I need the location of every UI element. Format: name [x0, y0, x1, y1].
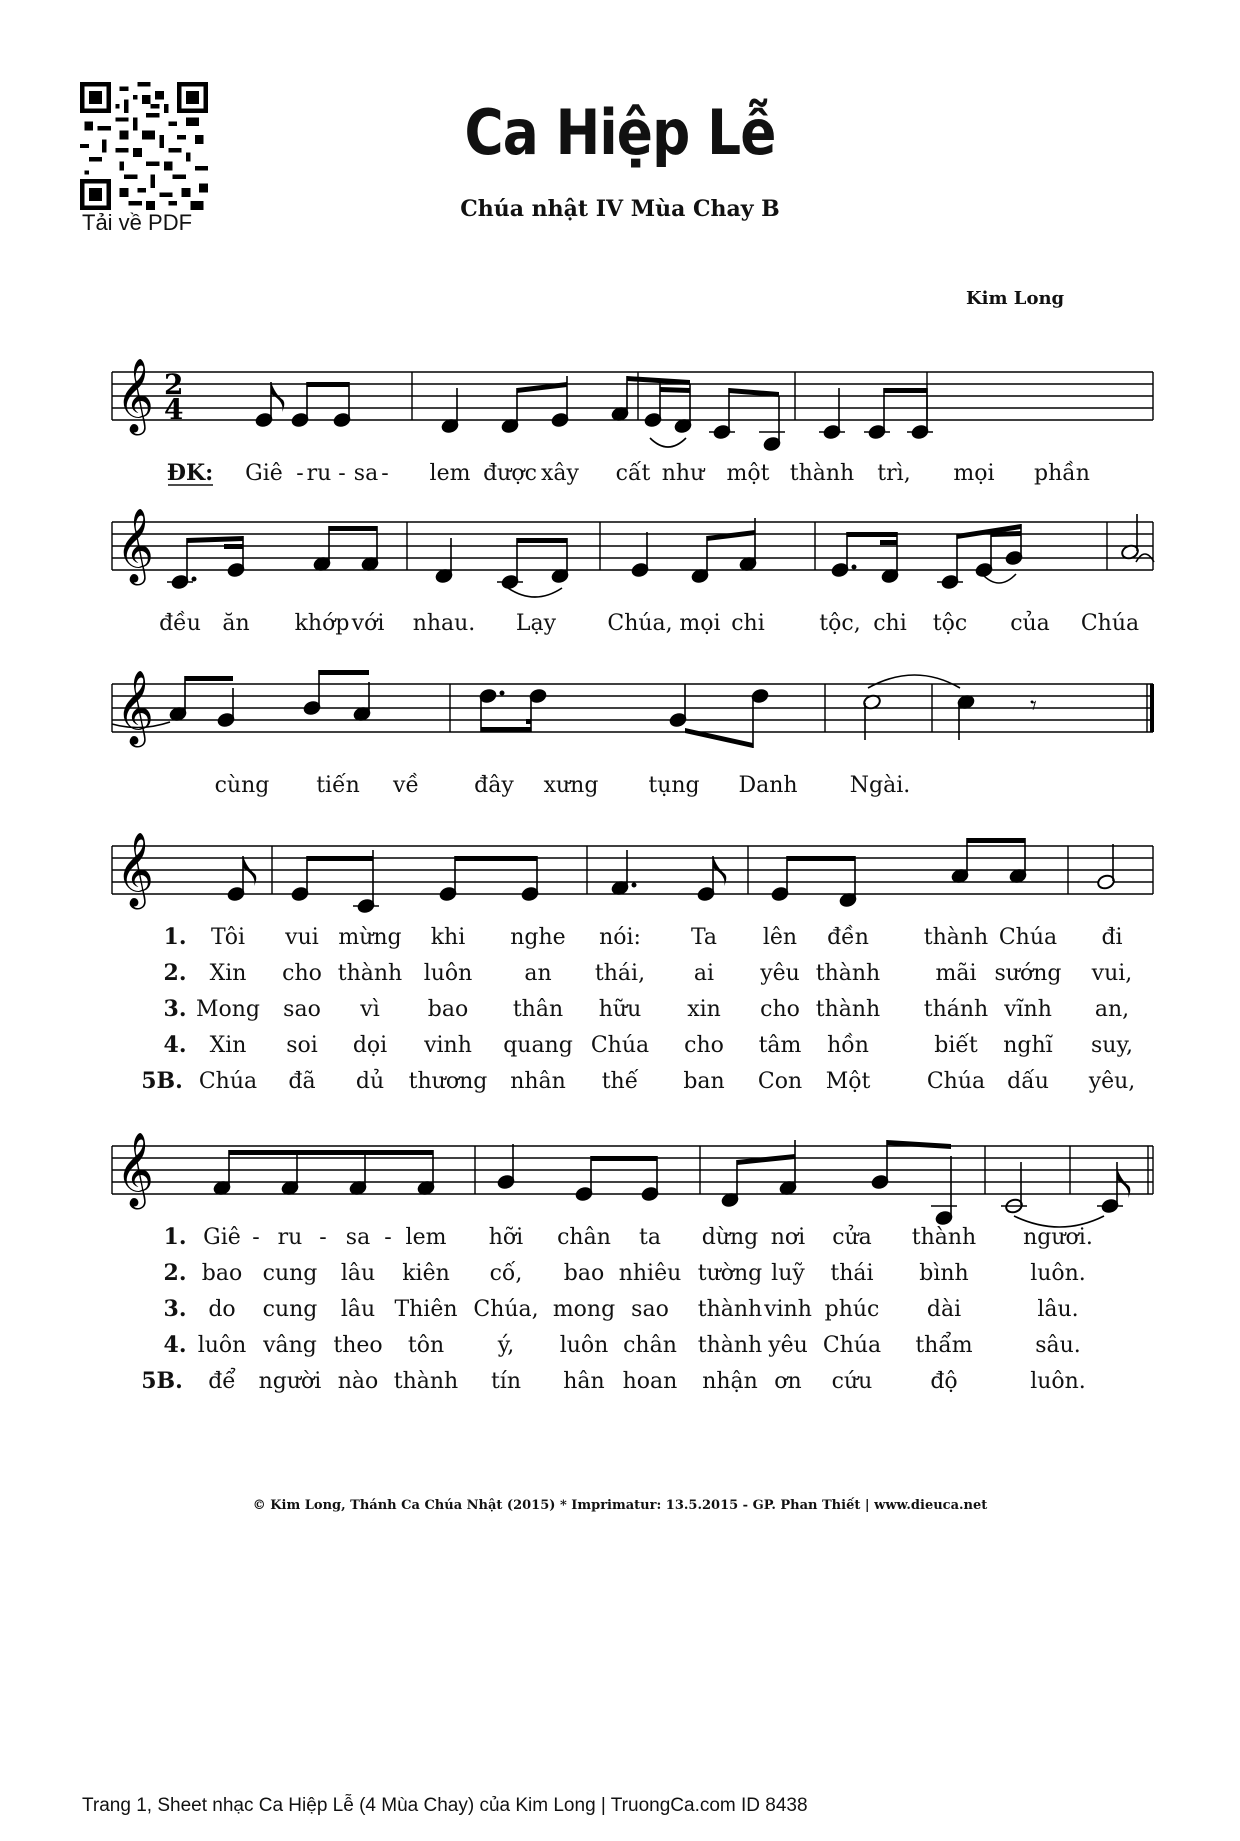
lyric-word: thân — [512, 997, 564, 1022]
lyric-word: mọi — [679, 611, 721, 636]
lyric-word: bao — [563, 1261, 605, 1286]
lyric-word: về — [393, 773, 419, 798]
beam — [707, 530, 755, 541]
lyric-word: Chúa — [822, 1333, 882, 1358]
lyric-word: Xin — [209, 1033, 247, 1058]
lyric-word: đã — [288, 1069, 316, 1094]
beam — [185, 676, 233, 681]
lyric-word: được — [483, 461, 537, 486]
song-title: Ca Hiệp Lễ — [464, 96, 776, 169]
lyric-word: vinh — [424, 1033, 472, 1058]
lyric-word: dủ — [355, 1069, 385, 1094]
lyric-word: nghĩ — [1003, 1033, 1053, 1058]
lyric-word: nhân — [510, 1069, 566, 1094]
beam — [991, 531, 1021, 537]
lyrics — [141, 460, 1139, 1394]
beam — [887, 1140, 951, 1149]
hyphen: - — [319, 1225, 327, 1250]
lyric-word: ai — [693, 961, 715, 986]
treble-clef-icon: 𝄞 — [116, 833, 154, 907]
lyric-word: người — [258, 1369, 322, 1394]
lyric-word: đền — [827, 925, 869, 950]
beam — [737, 1154, 795, 1165]
lyric-word: thành — [923, 925, 989, 950]
beam — [307, 382, 349, 387]
lyric-word: ngươi. — [1023, 1225, 1093, 1250]
lyric-word: hữu — [598, 997, 642, 1022]
lyric-word: lâu — [340, 1297, 376, 1322]
slur — [650, 438, 686, 447]
lyric-word: hồn — [827, 1033, 869, 1058]
lyric-word: nói: — [599, 925, 641, 950]
lyric-word: thành — [815, 997, 881, 1022]
lyric-word: nhận — [702, 1369, 758, 1394]
page-footer: Trang 1, Sheet nhạc Ca Hiệp Lễ (4 Mùa Chay) của Kim Long | TruongCa.com ID 8438 — [82, 1795, 808, 1816]
lyric-word: cung — [262, 1261, 318, 1286]
beam — [660, 387, 690, 393]
verse-number: 2. — [163, 960, 187, 986]
beam — [884, 388, 927, 393]
lyric-word: tộc — [932, 611, 968, 636]
lyric-word: trì, — [877, 461, 911, 486]
verse-number: 3. — [163, 1296, 187, 1322]
final-barline — [1150, 684, 1154, 732]
lyric-word: xin — [687, 997, 721, 1022]
lyric-word: luôn. — [1030, 1369, 1086, 1394]
hyphen: - — [381, 461, 389, 486]
lyric-word: quang — [503, 1033, 573, 1058]
verse-number: 4. — [163, 1332, 187, 1358]
lyric-word: Chúa — [1080, 611, 1140, 636]
copyright-notice: © Kim Long, Thánh Ca Chúa Nhật (2015) * Imprimatur: 13.5.2015 - GP. Phan Thiết | www.dieuca.net — [252, 1498, 988, 1513]
lyric-word: do — [208, 1297, 236, 1322]
lyric-word: lem — [405, 1225, 447, 1250]
lyric-word: an, — [1094, 997, 1130, 1022]
lyric-word: nghe — [510, 925, 566, 950]
lyric-word: mong — [552, 1297, 616, 1322]
lyric-word: yêu, — [1088, 1069, 1136, 1094]
lyric-word: yêu — [760, 961, 800, 986]
lyric-word: Thiên — [394, 1297, 458, 1322]
lyric-word: dọi — [352, 1033, 388, 1058]
lyric-word: vinh — [764, 1297, 812, 1322]
lyric-word: bao — [427, 997, 469, 1022]
lyric-word: Giê — [245, 461, 283, 486]
lyric-word: chi — [873, 611, 907, 636]
lyric-word: để — [208, 1369, 236, 1394]
note-dot — [500, 691, 505, 696]
lyric-word: ơn — [774, 1369, 802, 1394]
lyric-word: xưng — [543, 773, 599, 798]
lyric-word: suy, — [1091, 1033, 1133, 1058]
lyric-word: ru — [277, 1225, 303, 1250]
lyric-word: bao — [201, 1261, 243, 1286]
beam — [967, 838, 1025, 843]
lyric-word: hoan — [622, 1369, 678, 1394]
verse-number: 4. — [163, 1032, 187, 1058]
beam — [517, 538, 567, 543]
lyric-word: bình — [919, 1261, 969, 1286]
lyric-word: dừng — [701, 1225, 759, 1250]
lyric-word: Chúa, — [607, 611, 673, 636]
eighth-rest-icon: 𝄾 — [1030, 691, 1037, 721]
lyric-word: tôn — [407, 1333, 445, 1358]
lyric-word: thành — [815, 961, 881, 986]
lyric-word: Một — [825, 1069, 871, 1094]
hyphen: - — [384, 1225, 392, 1250]
lyric-word: hân — [563, 1369, 605, 1394]
lyric-word: khớp — [294, 611, 350, 636]
lyric-word: sa — [353, 461, 379, 486]
lyric-word: tộc, — [819, 611, 861, 636]
lyric-word: chân — [557, 1225, 611, 1250]
lyric-word: lem — [429, 461, 471, 486]
verse-number: 1. — [163, 924, 187, 950]
lyric-word: chân — [623, 1333, 677, 1358]
lyric-word: vâng — [263, 1333, 317, 1358]
time-signature-top: 2 — [164, 368, 184, 401]
lyric-word: Xin — [209, 961, 247, 986]
lyric-word: nào — [337, 1369, 379, 1394]
lyric-word: Chúa — [998, 925, 1058, 950]
lyric-word: vì — [360, 997, 380, 1022]
lyric-word: đều — [159, 611, 201, 636]
beam — [229, 1150, 433, 1155]
lyric-word: với — [351, 611, 385, 636]
lyric-word: Tôi — [210, 925, 246, 950]
beam — [319, 670, 369, 675]
lyric-word: vui — [285, 925, 319, 950]
lyric-word: theo — [333, 1333, 383, 1358]
lyric-word: chi — [731, 611, 765, 636]
lyric-word: thái, — [594, 961, 646, 986]
beam — [455, 856, 537, 861]
verse-number: 3. — [163, 996, 187, 1022]
lyric-word: nhau. — [412, 611, 476, 636]
beam — [307, 856, 373, 861]
lyric-word: như — [661, 461, 705, 486]
tie — [868, 675, 960, 688]
treble-clef-icon: 𝄞 — [116, 359, 154, 433]
lyric-word: cứu — [831, 1369, 873, 1394]
lyric-word: sa — [345, 1225, 371, 1250]
lyric-word: lâu — [340, 1261, 376, 1286]
lyric-word: mãi — [935, 961, 977, 986]
beam — [526, 719, 531, 724]
verse-number: 5B. — [141, 1368, 183, 1394]
hyphen: - — [338, 461, 346, 486]
refrain-label: ĐK: — [166, 460, 214, 486]
lyric-word: sao — [283, 997, 321, 1022]
beam — [591, 1156, 657, 1161]
lyric-word: Mong — [195, 997, 261, 1022]
beam — [329, 526, 377, 531]
lyric-word: thành — [697, 1297, 763, 1322]
beam — [224, 544, 243, 549]
lyric-word: cố, — [489, 1261, 523, 1286]
lyric-word: lâu. — [1037, 1297, 1079, 1322]
lyric-word: Con — [757, 1069, 803, 1094]
lyric-word: thành — [697, 1333, 763, 1358]
beam — [847, 532, 897, 537]
treble-clef-icon: 𝄞 — [116, 671, 154, 745]
lyric-word: an — [524, 961, 552, 986]
lyric-word: mừng — [338, 925, 402, 950]
lyric-word: phần — [1034, 461, 1090, 486]
composer-name: Kim Long — [966, 288, 1065, 309]
lyric-word: ta — [639, 1225, 661, 1250]
lyric-word: tường — [697, 1261, 763, 1286]
lyric-word: tiến — [316, 773, 360, 798]
hyphen: - — [296, 461, 304, 486]
note-dot — [632, 883, 637, 888]
slur — [508, 588, 562, 597]
beam — [787, 856, 855, 861]
lyric-word: luôn. — [1030, 1261, 1086, 1286]
lyric-word: Chúa — [926, 1069, 986, 1094]
beam — [481, 727, 531, 732]
lyric-word: cho — [282, 961, 322, 986]
lyric-word: luỹ — [771, 1261, 805, 1286]
lyric-word: ý, — [497, 1333, 515, 1358]
song-subtitle: Chúa nhật IV Mùa Chay B — [460, 196, 780, 222]
lyric-word: Ta — [690, 925, 718, 950]
lyric-word: ru — [306, 461, 332, 486]
lyric-word: cất — [615, 461, 651, 486]
verse-number: 5B. — [141, 1068, 183, 1094]
time-signature-bottom: 4 — [164, 393, 184, 426]
lyric-word: vĩnh — [1004, 997, 1052, 1022]
lyric-word: dấu — [1007, 1069, 1049, 1094]
beam — [880, 540, 897, 545]
lyric-word: nơi — [770, 1225, 806, 1250]
lyric-word: thành — [789, 461, 855, 486]
lyric-word: Giê — [203, 1225, 241, 1250]
lyric-word: ăn — [222, 611, 250, 636]
lyric-word: đây — [474, 773, 514, 798]
lyric-word: Chúa — [198, 1069, 258, 1094]
lyric-word: luôn — [559, 1333, 609, 1358]
lyric-word: Ngài. — [849, 773, 911, 798]
lyric-word: phúc — [824, 1297, 880, 1322]
lyric-word: cửa — [832, 1225, 872, 1250]
lyric-word: luôn — [423, 961, 473, 986]
lyric-word: Chúa — [590, 1033, 650, 1058]
lyric-word: xây — [541, 461, 579, 486]
lyric-word: Lạy — [515, 611, 557, 636]
lyric-word: luôn — [197, 1333, 247, 1358]
lyric-word: kiên — [402, 1261, 450, 1286]
lyric-word: sao — [631, 1297, 669, 1322]
lyric-word: nhiêu — [618, 1261, 682, 1286]
lyric-word: sướng — [994, 961, 1062, 986]
lyric-word: cho — [684, 1033, 724, 1058]
lyric-word: dài — [926, 1297, 962, 1322]
lyric-word: khi — [430, 925, 466, 950]
lyric-word: thánh — [923, 997, 989, 1022]
note-dot — [192, 577, 197, 582]
hyphen: - — [252, 1225, 260, 1250]
lyric-word: mọi — [953, 461, 995, 486]
lyric-word: cùng — [214, 773, 270, 798]
lyric-word: thái — [830, 1261, 874, 1286]
lyric-word: cung — [262, 1297, 318, 1322]
beam — [685, 728, 753, 748]
lyric-word: thành — [393, 1369, 459, 1394]
lyric-word: của — [1010, 611, 1050, 636]
lyric-word: biết — [934, 1033, 978, 1058]
download-pdf-link[interactable]: Tải về PDF — [82, 210, 193, 235]
lyric-word: soi — [286, 1033, 318, 1058]
note-dot — [852, 565, 857, 570]
lyric-word: thẩm — [915, 1333, 973, 1358]
beam — [187, 536, 243, 543]
lyric-word: yêu — [768, 1333, 808, 1358]
lyric-word: ban — [683, 1069, 725, 1094]
lyric-word: đi — [1101, 925, 1123, 950]
lyric-word: một — [726, 461, 770, 486]
lyric-word: độ — [930, 1369, 958, 1394]
lyric-word: Chúa, — [473, 1297, 539, 1322]
lyric-word: hỡi — [488, 1225, 524, 1250]
lyric-word: thương — [408, 1069, 488, 1094]
lyric-word: cho — [760, 997, 800, 1022]
verse-number: 2. — [163, 1260, 187, 1286]
lyric-word: vui, — [1091, 961, 1133, 986]
verse-number: 1. — [163, 1224, 187, 1250]
lyric-word: thành — [337, 961, 403, 986]
lyric-word: thế — [601, 1069, 639, 1094]
treble-clef-icon: 𝄞 — [116, 509, 154, 583]
lyric-word: thành — [911, 1225, 977, 1250]
lyric-word: tâm — [758, 1033, 802, 1058]
lyric-word: tụng — [648, 773, 700, 798]
lyric-word: tín — [490, 1369, 522, 1394]
lyric-word: sâu. — [1035, 1333, 1081, 1358]
lyric-word: lên — [762, 925, 798, 950]
treble-clef-icon: 𝄞 — [116, 1133, 154, 1207]
lyric-word: Danh — [738, 773, 798, 798]
